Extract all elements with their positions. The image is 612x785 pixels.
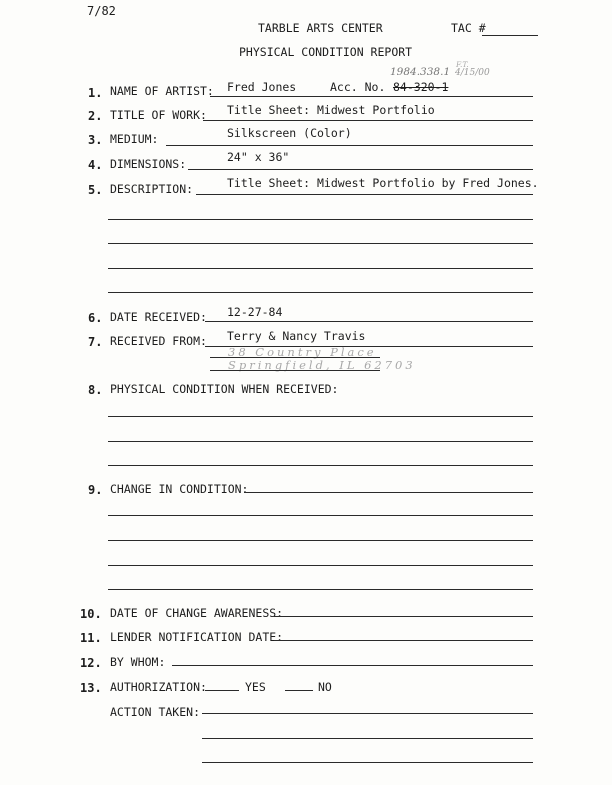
date-received-value: 12-27-84 xyxy=(227,305,283,319)
address-line-1: 38 Country Place xyxy=(228,345,377,359)
change-condition-line[interactable] xyxy=(108,515,533,516)
change-condition-line[interactable] xyxy=(244,492,533,493)
page-title: PHYSICAL CONDITION REPORT xyxy=(239,45,413,59)
condition-received-line[interactable] xyxy=(108,441,533,442)
authorization-label: AUTHORIZATION: xyxy=(110,680,207,694)
change-awareness-label: DATE OF CHANGE AWARENESS: xyxy=(110,606,284,620)
description-label: DESCRIPTION: xyxy=(110,182,194,196)
change-awareness-line[interactable] xyxy=(274,616,533,617)
condition-received-label: PHYSICAL CONDITION WHEN RECEIVED: xyxy=(110,382,339,396)
field-number: 5. xyxy=(88,183,103,197)
received-from-line[interactable] xyxy=(210,370,380,371)
condition-received-line[interactable] xyxy=(108,416,533,417)
received-from-label: RECEIVED FROM: xyxy=(110,334,207,348)
artist-line[interactable] xyxy=(210,96,533,97)
acc-note: 4/15/00 xyxy=(455,68,490,78)
title-value: Title Sheet: Midwest Portfolio xyxy=(227,103,435,117)
field-number: 3. xyxy=(88,133,103,147)
field-number: 10. xyxy=(80,607,102,621)
by-whom-label: BY WHOM: xyxy=(110,655,166,669)
artist-label: NAME OF ARTIST: xyxy=(110,84,214,98)
no-checkbox-line[interactable] xyxy=(285,690,313,691)
dimensions-label: DIMENSIONS: xyxy=(110,157,187,171)
lender-notification-line[interactable] xyxy=(274,640,533,641)
artist-value: Fred Jones xyxy=(227,80,297,94)
acc-no-struck: 84-320-1 xyxy=(393,80,449,94)
org-name: TARBLE ARTS CENTER xyxy=(258,21,383,35)
no-label: NO xyxy=(318,680,332,694)
field-number: 13. xyxy=(80,681,102,695)
description-line[interactable] xyxy=(108,219,533,220)
field-number: 12. xyxy=(80,656,102,670)
field-number: 2. xyxy=(88,109,103,123)
received-from-value: Terry & Nancy Travis xyxy=(227,329,366,343)
acc-no-label: Acc. No. xyxy=(330,80,386,94)
date-received-label: DATE RECEIVED: xyxy=(110,310,207,324)
tac-field[interactable] xyxy=(482,35,538,36)
medium-label: MEDIUM: xyxy=(110,132,159,146)
field-number: 9. xyxy=(88,483,103,497)
action-taken-line[interactable] xyxy=(202,713,533,714)
field-number: 6. xyxy=(88,311,103,325)
yes-checkbox-line[interactable] xyxy=(205,690,239,691)
action-taken-label: ACTION TAKEN: xyxy=(110,705,201,719)
condition-received-line[interactable] xyxy=(108,465,533,466)
title-label: TITLE OF WORK: xyxy=(110,108,207,122)
change-condition-line[interactable] xyxy=(108,565,533,566)
address-line-2: Springfield, IL 62703 xyxy=(228,358,416,372)
dimensions-value: 24" x 36" xyxy=(227,150,290,164)
date-code: 7/82 xyxy=(87,4,116,18)
medium-value: Silkscreen (Color) xyxy=(227,126,352,140)
action-taken-line[interactable] xyxy=(202,738,533,739)
yes-label: YES xyxy=(245,680,266,694)
field-number: 7. xyxy=(88,335,103,349)
description-line[interactable] xyxy=(108,268,533,269)
field-number: 8. xyxy=(88,383,103,397)
date-received-line[interactable] xyxy=(205,321,533,322)
by-whom-line[interactable] xyxy=(172,665,533,666)
change-condition-label: CHANGE IN CONDITION: xyxy=(110,482,249,496)
field-number: 1. xyxy=(88,86,103,100)
medium-line[interactable] xyxy=(166,145,533,146)
tac-label: TAC # xyxy=(451,21,486,35)
description-value: Title Sheet: Midwest Portfolio by Fred Jones. xyxy=(227,176,539,190)
field-number: 11. xyxy=(80,631,102,645)
lender-notification-label: LENDER NOTIFICATION DATE: xyxy=(110,630,284,644)
field-number: 4. xyxy=(88,158,103,172)
acc-initials: F.T. xyxy=(456,60,469,69)
title-line[interactable] xyxy=(203,120,533,121)
description-line[interactable] xyxy=(196,194,533,195)
description-line[interactable] xyxy=(108,243,533,244)
change-condition-line[interactable] xyxy=(108,540,533,541)
dimensions-line[interactable] xyxy=(188,169,533,170)
action-taken-line[interactable] xyxy=(202,762,533,763)
description-line[interactable] xyxy=(108,292,533,293)
change-condition-line[interactable] xyxy=(108,589,533,590)
acc-no-handwritten: 1984.338.1 xyxy=(390,66,451,78)
